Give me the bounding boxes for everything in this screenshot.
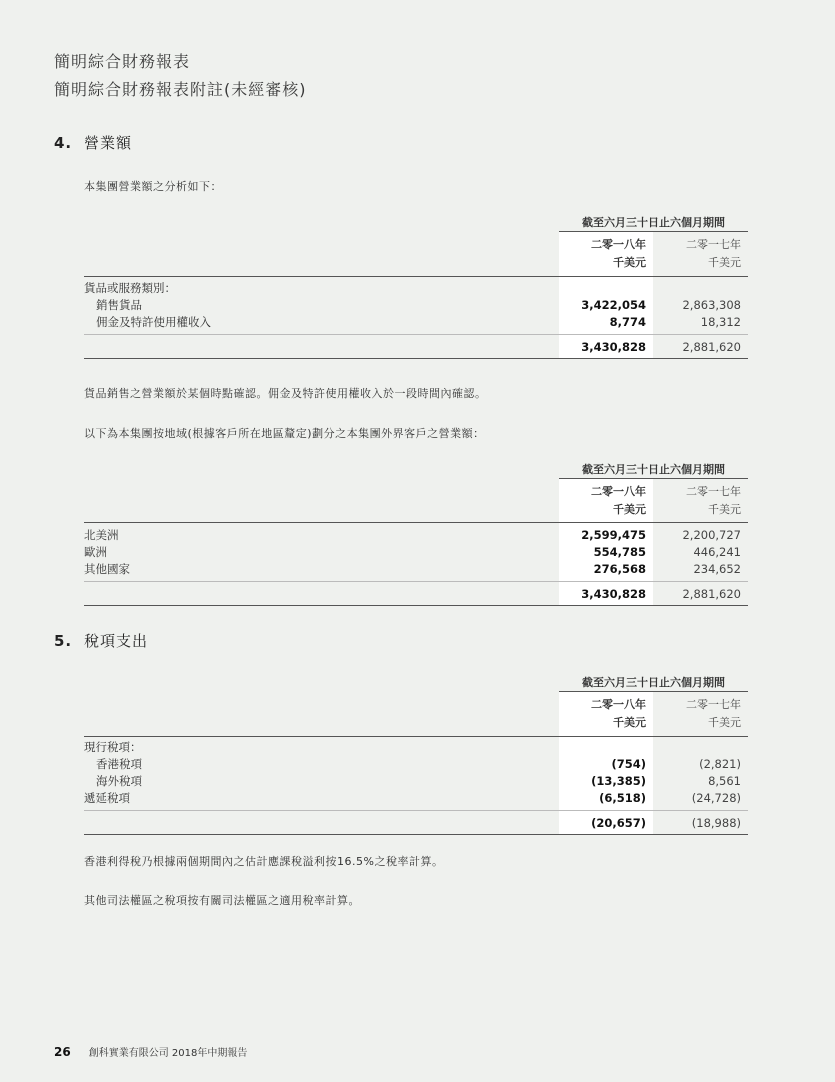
section-4-note-2: 以下為本集團按地域(根據客戶所在地區釐定)劃分之本集團外界客戶之營業額： <box>84 427 485 440</box>
total-value-2018: 3,430,828 <box>581 340 646 354</box>
section-5-heading <box>54 630 148 651</box>
table3-col2-unit: 千美元 <box>708 716 741 729</box>
table1-col2-unit: 千美元 <box>708 256 741 269</box>
row-value-2017: 8,561 <box>708 774 741 788</box>
row-value-2017: (2,821) <box>699 757 741 771</box>
table1-col1-unit: 千美元 <box>613 256 646 269</box>
row-value-2017: 446,241 <box>693 545 741 559</box>
table1-total-row <box>84 339 748 356</box>
table3-category-row <box>84 739 748 756</box>
page-header <box>54 48 307 104</box>
row-label: 遞延稅項 <box>84 791 130 805</box>
table1-bottom-rule <box>84 358 748 359</box>
table2-header-rule <box>84 522 748 523</box>
table3-period: 截至六月三十日止六個月期間 <box>582 676 725 689</box>
section-4-title: 營業額 <box>84 134 133 152</box>
row-label: 海外稅項 <box>96 774 142 788</box>
total-value-2017: (18,988) <box>691 816 741 830</box>
table3-subtotal-rule <box>84 810 748 811</box>
section-5-note-1: 香港利得稅乃根據兩個期間內之估計應課稅溢利按16.5%之稅率計算。 <box>84 855 444 868</box>
row-label: 佣金及特許使用權收入 <box>96 315 211 329</box>
table-row <box>84 527 748 544</box>
total-value-2017: 2,881,620 <box>682 587 741 601</box>
row-value-2017: 2,200,727 <box>682 528 741 542</box>
section-4-intro: 本集團營業額之分析如下： <box>84 180 222 193</box>
table3-total-row <box>84 815 748 832</box>
table3-col1-year: 二零一八年 <box>591 698 646 711</box>
tax-expense-table <box>84 672 748 838</box>
total-value-2017: 2,881,620 <box>682 340 741 354</box>
section-4-heading <box>54 132 132 153</box>
row-value-2018: 276,568 <box>593 562 646 576</box>
row-label: 北美洲 <box>84 528 119 542</box>
table2-total-row <box>84 586 748 603</box>
table3-col1-header <box>559 696 646 732</box>
table2-col2-unit: 千美元 <box>708 503 741 516</box>
total-value-2018: (20,657) <box>591 816 646 830</box>
section-4-note-1: 貨品銷售之營業額於某個時點確認。佣金及特許使用權收入於一段時間內確認。 <box>84 387 487 400</box>
row-value-2018: 2,599,475 <box>581 528 646 542</box>
row-value-2018: 3,422,054 <box>581 298 646 312</box>
table1-category-row <box>84 280 748 297</box>
page-footer <box>54 1044 247 1059</box>
table1-col1-year: 二零一八年 <box>591 238 646 251</box>
table1-col1-header <box>559 236 646 272</box>
table-row <box>84 790 748 807</box>
table2-col1-year: 二零一八年 <box>591 485 646 498</box>
table1-col2-year: 二零一七年 <box>686 238 741 251</box>
section-4-number: 4. <box>54 134 73 152</box>
table-row <box>84 773 748 790</box>
row-value-2017: 234,652 <box>693 562 741 576</box>
row-value-2018: 554,785 <box>593 545 646 559</box>
table2-col1-header <box>559 483 646 519</box>
table1-subtotal-rule <box>84 334 748 335</box>
table3-col1-unit: 千美元 <box>613 716 646 729</box>
header-subtitle: 簡明綜合財務報表附註(未經審核) <box>54 80 307 99</box>
total-value-2018: 3,430,828 <box>581 587 646 601</box>
table3-col2-year: 二零一七年 <box>686 698 741 711</box>
row-value-2017: 18,312 <box>700 315 741 329</box>
table2-subtotal-rule <box>84 581 748 582</box>
table-row <box>84 544 748 561</box>
table-row <box>84 314 748 331</box>
header-title: 簡明綜合財務報表 <box>54 52 191 71</box>
revenue-by-region-table <box>84 459 748 609</box>
table-row <box>84 297 748 314</box>
row-value-2018: 8,774 <box>609 315 646 329</box>
section-5-title: 稅項支出 <box>84 632 149 650</box>
page-number: 26 <box>54 1045 71 1059</box>
table1-col2-header <box>653 236 741 272</box>
section-5-number: 5. <box>54 632 73 650</box>
row-value-2017: 2,863,308 <box>682 298 741 312</box>
row-value-2018: (754) <box>611 757 646 771</box>
footer-text: 創科實業有限公司 2018年中期報告 <box>88 1048 248 1059</box>
table2-col1-unit: 千美元 <box>613 503 646 516</box>
table1-period: 截至六月三十日止六個月期間 <box>582 216 725 229</box>
table2-col2-header <box>653 483 741 519</box>
row-value-2018: (6,518) <box>599 791 646 805</box>
table2-bottom-rule <box>84 605 748 606</box>
table3-header-rule <box>84 736 748 737</box>
table-row <box>84 756 748 773</box>
row-label: 銷售貨品 <box>96 298 142 312</box>
row-label: 香港稅項 <box>96 757 142 771</box>
table2-col2-year: 二零一七年 <box>686 485 741 498</box>
table1-header-rule <box>84 276 748 277</box>
row-label: 歐洲 <box>84 545 107 559</box>
table3-col2-header <box>653 696 741 732</box>
table3-bottom-rule <box>84 834 748 835</box>
section-5-note-2: 其他司法權區之稅項按有關司法權區之適用稅率計算。 <box>84 894 360 907</box>
row-value-2017: (24,728) <box>691 791 741 805</box>
table2-period: 截至六月三十日止六個月期間 <box>582 463 725 476</box>
row-label: 其他國家 <box>84 562 130 576</box>
table3-category-label: 現行稅項： <box>84 740 142 754</box>
table1-category-label: 貨品或服務類別： <box>84 281 176 295</box>
table-row <box>84 561 748 578</box>
row-value-2018: (13,385) <box>591 774 646 788</box>
revenue-by-category-table <box>84 212 748 362</box>
